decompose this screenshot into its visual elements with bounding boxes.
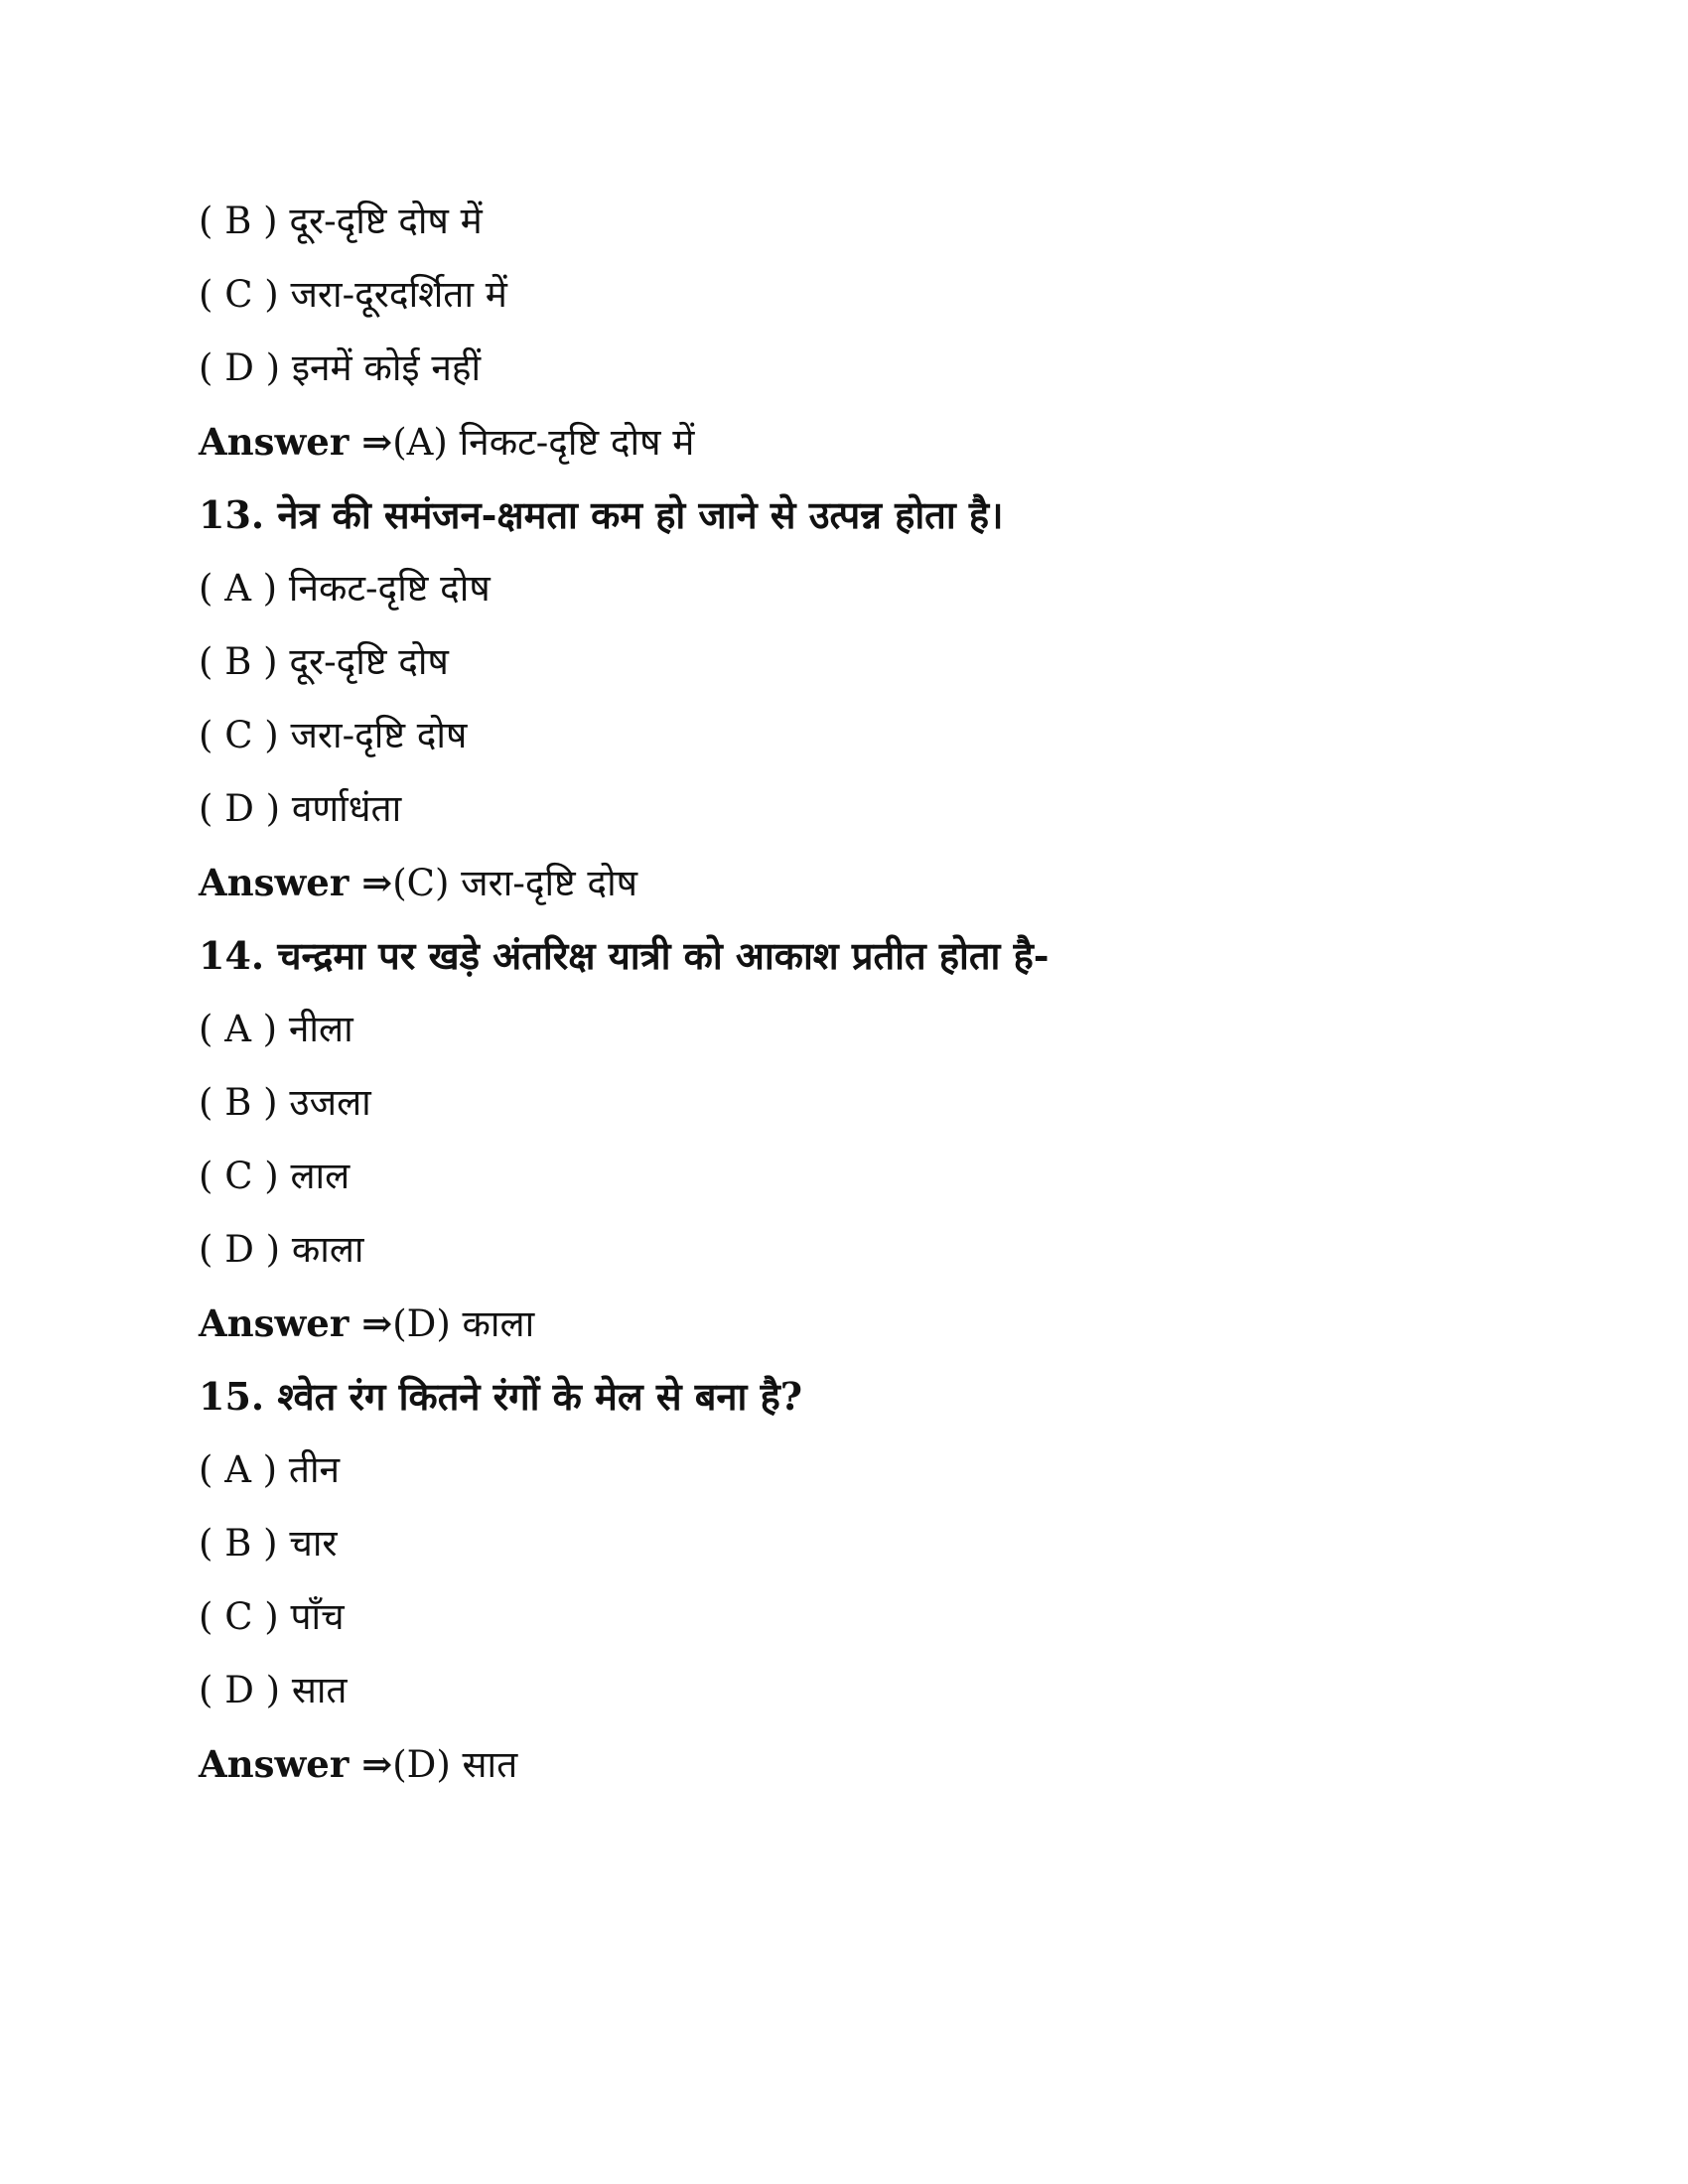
answer-text: (A) निकट-दृष्टि दोष में [392,421,695,464]
option-b: ( B ) चार [199,1522,338,1565]
answer-line [199,1300,534,1347]
answer-text: (D) सात [392,1743,518,1786]
option-d: ( D ) वर्णाधंता [199,787,402,830]
option-c: ( C ) जरा-दृष्टि दोष [199,714,468,756]
option-b: ( B ) दूर-दृष्टि दोष [199,640,449,683]
answer-text: (C) जरा-दृष्टि दोष [392,862,638,904]
answer-label: Answer ⇒ [199,420,393,464]
answer-label: Answer ⇒ [199,861,393,904]
option-d: ( D ) काला [199,1228,364,1271]
question-text: 13. नेत्र की समंजन-क्षमता कम हो जाने से उत्पन्न होता है। [199,492,1004,537]
answer-line [199,1741,517,1788]
answer-label: Answer ⇒ [199,1742,393,1786]
option-a: ( A ) नीला [199,1008,353,1050]
option-a: ( A ) तीन [199,1448,341,1491]
option-b: ( B ) उजला [199,1081,371,1124]
question-text: 15. श्वेत रंग कितने रंगों के मेल से बना है? [199,1374,803,1419]
option-c: ( C ) पाँच [199,1595,345,1638]
answer-text: (D) काला [392,1302,535,1345]
option-d: ( D ) सात [199,1669,348,1711]
option-c: ( C ) लाल [199,1155,351,1197]
question-text: 14. चन्द्रमा पर खड़े अंतरिक्ष यात्री को आकाश प्रतीत होता है- [199,933,1050,978]
option-b: ( B ) दूर-दृष्टि दोष में [199,200,483,242]
answer-line [199,419,694,466]
option-d: ( D ) इनमें कोई नहीं [199,346,482,389]
option-c: ( C ) जरा-दूरदर्शिता में [199,273,507,316]
answer-line [199,860,637,906]
option-a: ( A ) निकट-दृष्टि दोष [199,567,491,610]
answer-label: Answer ⇒ [199,1301,393,1345]
